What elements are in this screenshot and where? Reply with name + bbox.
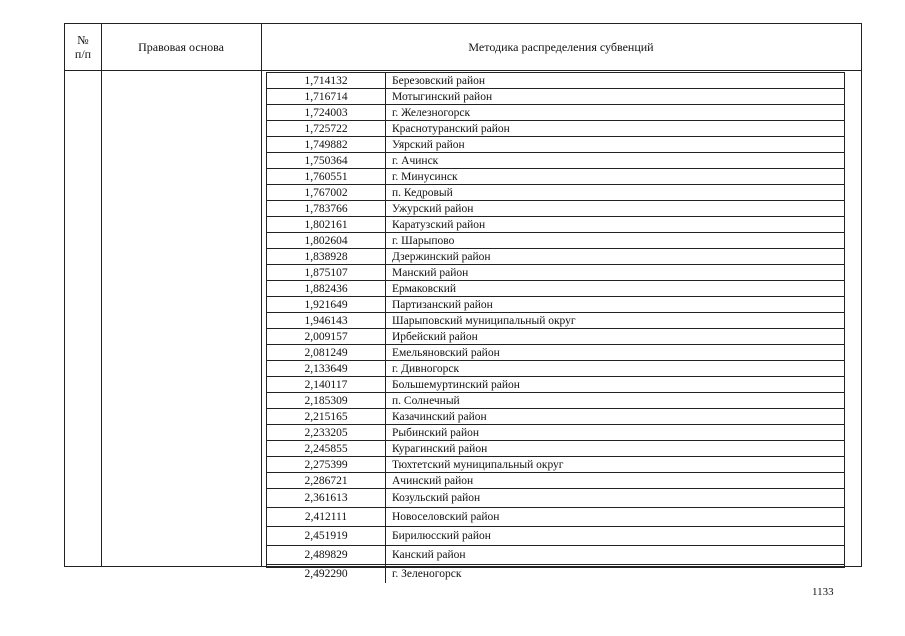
table-row <box>267 565 844 584</box>
coefficient-cell: 1,767002 <box>267 185 386 201</box>
municipality-cell: Новоселовский район <box>386 508 845 527</box>
coefficient-cell: 2,451919 <box>267 527 386 546</box>
subvention-table <box>266 72 845 580</box>
coefficient-cell: 1,875107 <box>267 265 386 281</box>
municipality-cell: Тюхтетский муниципальный округ <box>386 457 845 473</box>
coefficient-cell: 2,140117 <box>267 377 386 393</box>
table-row <box>267 361 844 377</box>
coefficient-cell: 2,489829 <box>267 546 386 565</box>
municipality-cell: Березовский район <box>386 73 845 89</box>
coefficient-cell: 2,286721 <box>267 473 386 489</box>
table-row <box>267 297 844 313</box>
table-row <box>267 185 844 201</box>
table-row <box>267 377 844 393</box>
coefficient-cell: 1,760551 <box>267 169 386 185</box>
table-row <box>267 409 844 425</box>
municipality-cell: п. Солнечный <box>386 393 845 409</box>
municipality-cell: г. Зеленогорск <box>392 568 462 580</box>
table-row <box>267 313 844 329</box>
table-row <box>267 105 844 121</box>
header-number: № п/п <box>74 33 92 61</box>
coefficient-cell: 2,361613 <box>267 489 386 508</box>
municipality-cell: Дзержинский район <box>386 249 845 265</box>
table-row <box>267 121 844 137</box>
table-row <box>267 425 844 441</box>
table-row <box>267 281 844 297</box>
municipality-cell: г. Минусинск <box>386 169 845 185</box>
municipality-cell: г. Железногорск <box>386 105 845 121</box>
municipality-cell: Емельяновский район <box>386 345 845 361</box>
coefficient-cell: 2,133649 <box>267 361 386 377</box>
coefficient-cell: 2,233205 <box>267 425 386 441</box>
municipality-cell: Казачинский район <box>386 409 845 425</box>
page-number: 1133 <box>812 586 834 598</box>
coefficient-cell: 2,081249 <box>267 345 386 361</box>
municipality-cell: Шарыповский муниципальный округ <box>386 313 845 329</box>
coefficient-cell: 1,838928 <box>267 249 386 265</box>
coefficient-cell: 2,009157 <box>267 329 386 345</box>
coefficient-cell: 1,716714 <box>267 89 386 105</box>
table-row <box>267 473 844 489</box>
table-row <box>267 546 844 565</box>
coefficient-cell: 1,783766 <box>267 201 386 217</box>
municipality-cell: Манский район <box>386 265 845 281</box>
municipality-cell: Козульский район <box>386 489 845 508</box>
table-row <box>267 329 844 345</box>
table-row <box>267 169 844 185</box>
header-legal-basis: Правовая основа <box>138 40 224 54</box>
column-divider <box>101 24 102 566</box>
table-row <box>267 137 844 153</box>
table-row <box>267 153 844 169</box>
municipality-cell: Партизанский район <box>386 297 845 313</box>
municipality-cell: Ужурский район <box>386 201 845 217</box>
municipality-cell: Уярский район <box>386 137 845 153</box>
municipality-cell: Курагинский район <box>386 441 845 457</box>
coefficient-cell: 1,921649 <box>267 297 386 313</box>
municipality-cell: Мотыгинский район <box>386 89 845 105</box>
table-row <box>267 489 844 508</box>
coefficient-cell: 1,714132 <box>267 73 386 89</box>
coefficient-cell: 2,185309 <box>267 393 386 409</box>
table-row <box>267 527 844 546</box>
main-table <box>64 23 862 580</box>
coefficient-cell: 2,412111 <box>267 508 386 527</box>
coefficient-cell: 1,802161 <box>267 217 386 233</box>
coefficient-cell: 2,492290 <box>267 565 386 584</box>
table-row <box>267 89 844 105</box>
table-row <box>267 345 844 361</box>
municipality-cell: г. Дивногорск <box>386 361 845 377</box>
table-row <box>267 233 844 249</box>
municipality-cell: Ирбейский район <box>386 329 845 345</box>
table-row <box>267 201 844 217</box>
municipality-cell: Ачинский район <box>386 473 845 489</box>
header-method: Методика распределения субвенций <box>468 40 654 54</box>
coefficient-cell: 2,275399 <box>267 457 386 473</box>
municipality-cell: Краснотуранский район <box>386 121 845 137</box>
municipality-cell: Ермаковский <box>386 281 845 297</box>
table-row <box>267 441 844 457</box>
municipality-cell: п. Кедровый <box>386 185 845 201</box>
coefficient-cell: 1,724003 <box>267 105 386 121</box>
table-row <box>267 265 844 281</box>
table-row <box>267 508 844 527</box>
table-row <box>267 457 844 473</box>
coefficient-cell: 1,750364 <box>267 153 386 169</box>
coefficient-cell: 2,245855 <box>267 441 386 457</box>
table-row <box>267 249 844 265</box>
table-row <box>267 217 844 233</box>
coefficient-cell: 2,215165 <box>267 409 386 425</box>
table-row <box>267 393 844 409</box>
table-row <box>267 73 844 89</box>
municipality-cell: Рыбинский район <box>386 425 845 441</box>
municipality-cell: Большемуртинский район <box>386 377 845 393</box>
coefficient-cell: 1,882436 <box>267 281 386 297</box>
municipality-cell: Каратузский район <box>386 217 845 233</box>
coefficient-cell: 1,725722 <box>267 121 386 137</box>
municipality-cell: г. Шарыпово <box>386 233 845 249</box>
municipality-cell: Бирилюсский район <box>386 527 845 546</box>
coefficient-cell: 1,802604 <box>267 233 386 249</box>
header-divider <box>65 70 861 71</box>
coefficient-cell: 1,749882 <box>267 137 386 153</box>
column-divider <box>261 24 262 566</box>
coefficient-cell: 1,946143 <box>267 313 386 329</box>
municipality-cell: г. Ачинск <box>386 153 845 169</box>
municipality-cell: Канский район <box>386 546 845 565</box>
